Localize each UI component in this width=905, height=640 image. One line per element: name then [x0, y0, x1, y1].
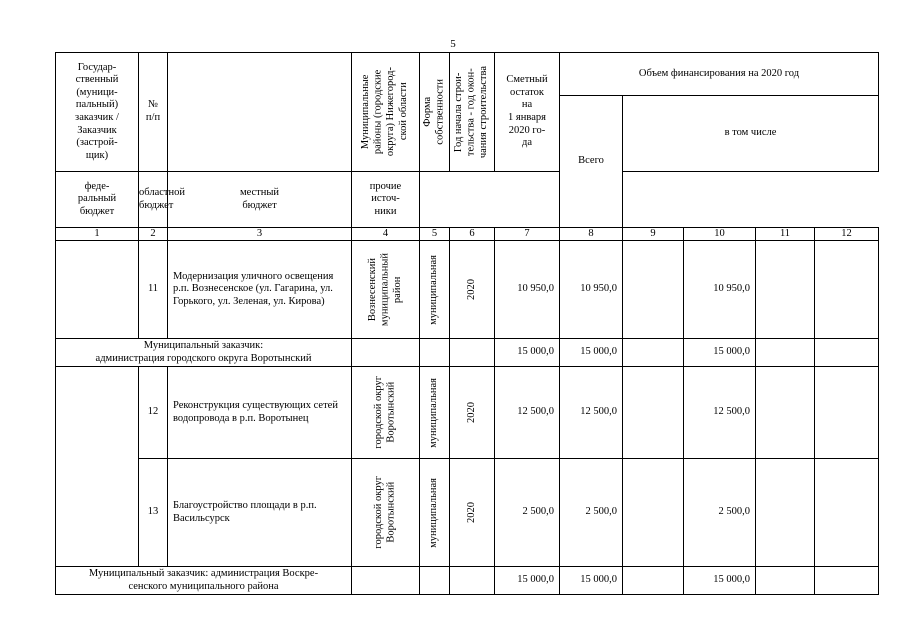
customer-other: [815, 567, 879, 595]
table-row: [56, 459, 879, 567]
table-row: [56, 367, 879, 459]
row-years-text: 2020: [465, 502, 477, 523]
column-number: 1: [56, 228, 139, 241]
column-number: 5: [420, 228, 450, 241]
customer-regional: 15 000,0: [684, 567, 756, 595]
row-object-name: Благоустройство площади в р.п. Васильсурск: [168, 459, 352, 567]
customer-balance: 15 000,0: [495, 567, 560, 595]
row-total: 2 500,0: [560, 459, 623, 567]
row-years: [450, 459, 495, 567]
customer-label: Муниципальный заказчик: администрация городского округа Воротынский: [56, 339, 352, 367]
row-regional: 12 500,0: [684, 367, 756, 459]
row-object-name: Модернизация уличного освещения р.п. Вознесенское (ул. Гагарина, ул. Горького, ул. Зеленая, ул. Кирова): [168, 241, 352, 339]
row-ownership: [420, 367, 450, 459]
row-number: 12: [139, 367, 168, 459]
row-years-text: 2020: [465, 402, 477, 423]
column-number: 9: [623, 228, 684, 241]
header-row-1: [56, 53, 879, 96]
customer-subtotal-row: [56, 339, 879, 367]
header-customer: Государ- ственный (муници- пальный) заказчик / Заказчик (застрой- щик): [56, 53, 139, 172]
customer-federal: [623, 339, 684, 367]
header-district: [352, 53, 420, 172]
row-number: 13: [139, 459, 168, 567]
customer-regional: 15 000,0: [684, 339, 756, 367]
row-object-name: Реконструкция существующих сетей водопровода в р.п. Воротынец: [168, 367, 352, 459]
page-number: 5: [450, 38, 456, 50]
row-ownership: [420, 459, 450, 567]
customer-subtotal-row: [56, 567, 879, 595]
header-funding-group: Объем финансирования на 2020 год: [560, 53, 879, 96]
row-total: 10 950,0: [560, 241, 623, 339]
header-row-2b: [56, 172, 879, 228]
row-other: [815, 367, 879, 459]
column-number: 7: [495, 228, 560, 241]
row-other: [815, 459, 879, 567]
header-district-text: Муниципальные районы (городские округа) Нижегород- ской области: [360, 67, 410, 157]
row-federal: [623, 241, 684, 339]
header-years-text: Год начала строи- тельства - год окон- чания строительства: [453, 65, 490, 159]
header-total: Всего: [560, 96, 623, 228]
row-balance: 12 500,0: [495, 367, 560, 459]
row-district: [352, 241, 420, 339]
funding-table: [55, 52, 879, 595]
customer-federal: [623, 567, 684, 595]
row-years-text: 2020: [465, 279, 477, 300]
column-number: 12: [815, 228, 879, 241]
header-including: в том числе: [623, 96, 879, 172]
row-customer-cell: [56, 241, 139, 339]
header-number: № п/п: [139, 53, 168, 172]
column-numbers-row: [56, 228, 879, 241]
row-local: [756, 241, 815, 339]
row-district-text: городской округ Воротынский: [372, 476, 397, 549]
row-local: [756, 459, 815, 567]
row-district: [352, 367, 420, 459]
row-district-text: Вознесенский муниципальный район: [366, 252, 403, 327]
row-federal: [623, 367, 684, 459]
customer-district: [352, 339, 420, 367]
row-years: [450, 367, 495, 459]
customer-total: 15 000,0: [560, 567, 623, 595]
customer-label: Муниципальный заказчик: администрация Воскре- сенского муниципального района: [56, 567, 352, 595]
header-local: местный бюджет: [168, 172, 352, 228]
row-ownership-text: муниципальная: [428, 377, 440, 448]
customer-local: [756, 567, 815, 595]
row-ownership-text: муниципальная: [428, 254, 440, 325]
row-district: [352, 459, 420, 567]
row-balance: 10 950,0: [495, 241, 560, 339]
column-number: 8: [560, 228, 623, 241]
header-federal: феде- ральный бюджет: [56, 172, 139, 228]
column-number: 3: [168, 228, 352, 241]
row-ownership: [420, 241, 450, 339]
column-number: 6: [450, 228, 495, 241]
customer-years: [450, 567, 495, 595]
customer-local: [756, 339, 815, 367]
row-ownership-text: муниципальная: [428, 477, 440, 548]
header-ownership-text: Форма собственности: [421, 79, 446, 145]
row-balance: 2 500,0: [495, 459, 560, 567]
customer-ownership: [420, 339, 450, 367]
customer-years: [450, 339, 495, 367]
customer-total: 15 000,0: [560, 339, 623, 367]
column-number: 11: [756, 228, 815, 241]
customer-balance: 15 000,0: [495, 339, 560, 367]
header-years: [450, 53, 495, 172]
row-federal: [623, 459, 684, 567]
row-other: [815, 241, 879, 339]
header-other: прочие источ- ники: [352, 172, 420, 228]
column-number: 2: [139, 228, 168, 241]
customer-district: [352, 567, 420, 595]
row-regional: 2 500,0: [684, 459, 756, 567]
customer-other: [815, 339, 879, 367]
row-years: [450, 241, 495, 339]
table-row: [56, 241, 879, 339]
customer-ownership: [420, 567, 450, 595]
row-district-text: городской округ Воротынский: [372, 376, 397, 449]
header-balance: Сметный остаток на 1 января 2020 го- да: [495, 53, 560, 172]
column-number: 4: [352, 228, 420, 241]
row-number: 11: [139, 241, 168, 339]
column-number: 10: [684, 228, 756, 241]
header-object-name: [168, 53, 352, 172]
header-regional: областной бюджет: [139, 172, 168, 228]
row-local: [756, 367, 815, 459]
row-total: 12 500,0: [560, 367, 623, 459]
row-customer-cell: [56, 367, 139, 567]
header-ownership: [420, 53, 450, 172]
row-regional: 10 950,0: [684, 241, 756, 339]
